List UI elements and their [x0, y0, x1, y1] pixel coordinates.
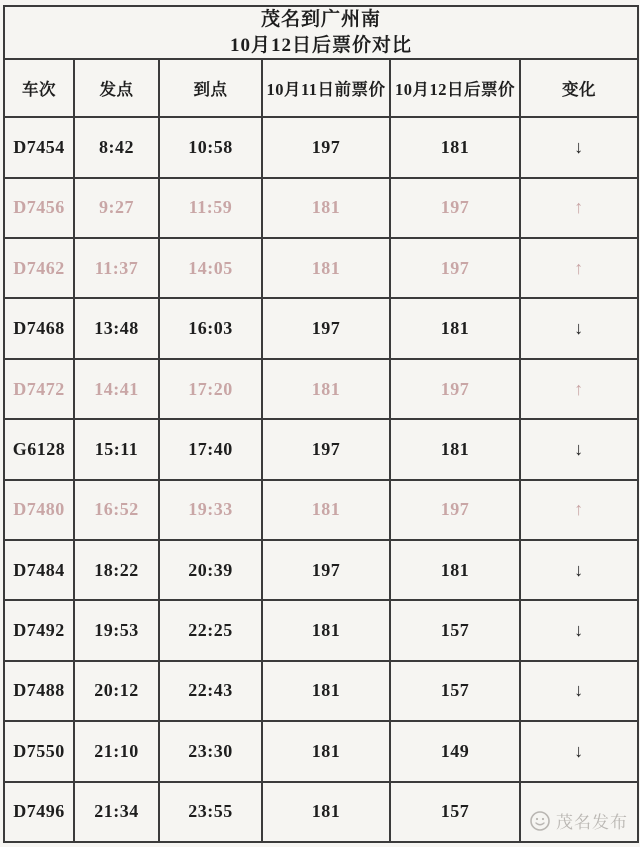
train-number-cell: D7454 [4, 117, 74, 177]
arrival-time-cell: 22:25 [159, 600, 262, 660]
train-number-cell: D7492 [4, 600, 74, 660]
title-row [4, 6, 638, 59]
change-cell: ↓ [520, 600, 638, 660]
change-cell: ↓ [520, 721, 638, 781]
train-number-cell: D7480 [4, 480, 74, 540]
header-change: 变化 [520, 59, 638, 117]
departure-time-cell: 21:10 [74, 721, 159, 781]
watermark [529, 808, 628, 833]
price-before-cell: 197 [262, 540, 390, 600]
change-cell: ↑ [520, 480, 638, 540]
departure-time-cell: 18:22 [74, 540, 159, 600]
departure-time-cell: 20:12 [74, 661, 159, 721]
train-number-cell: D7468 [4, 298, 74, 358]
change-cell: ↓ [520, 661, 638, 721]
price-after-cell: 157 [390, 600, 520, 660]
header-price-after: 10月12日后票价 [390, 59, 520, 117]
watermark-smiley-logo-icon [529, 810, 551, 832]
price-after-cell: 197 [390, 359, 520, 419]
arrival-time-cell: 23:55 [159, 782, 262, 842]
change-cell: ↑ [520, 359, 638, 419]
change-cell: ↓ [520, 117, 638, 177]
arrival-time-cell: 19:33 [159, 480, 262, 540]
header-departure-time: 发点 [74, 59, 159, 117]
table-row [4, 117, 638, 177]
table-row [4, 540, 638, 600]
price-after-cell: 149 [390, 721, 520, 781]
header-arrival-time: 到点 [159, 59, 262, 117]
arrival-time-cell: 22:43 [159, 661, 262, 721]
train-number-cell: D7456 [4, 178, 74, 238]
train-number-cell: D7462 [4, 238, 74, 298]
departure-time-cell: 8:42 [74, 117, 159, 177]
price-before-cell: 197 [262, 419, 390, 479]
departure-time-cell: 14:41 [74, 359, 159, 419]
title-line-1: 茂名到广州南 [261, 9, 382, 30]
header-price-before: 10月11日前票价 [262, 59, 390, 117]
price-before-cell: 197 [262, 117, 390, 177]
price-before-cell: 181 [262, 178, 390, 238]
change-cell: ↓ [520, 298, 638, 358]
price-before-cell: 181 [262, 480, 390, 540]
arrival-time-cell: 11:59 [159, 178, 262, 238]
table-row [4, 298, 638, 358]
price-after-cell: 197 [390, 178, 520, 238]
train-number-cell: D7472 [4, 359, 74, 419]
price-before-cell: 181 [262, 600, 390, 660]
table-row [4, 359, 638, 419]
price-before-cell: 181 [262, 721, 390, 781]
watermark-text: 茂名发布 [556, 813, 628, 832]
train-number-cell: D7550 [4, 721, 74, 781]
fare-table-body [4, 117, 638, 842]
price-after-cell: 181 [390, 540, 520, 600]
price-before-cell: 181 [262, 782, 390, 842]
train-number-cell: D7488 [4, 661, 74, 721]
fare-comparison-table [3, 5, 639, 843]
departure-time-cell: 11:37 [74, 238, 159, 298]
departure-time-cell: 16:52 [74, 480, 159, 540]
title-line-2: 10月12日后票价对比 [230, 34, 413, 56]
departure-time-cell: 9:27 [74, 178, 159, 238]
table-row [4, 600, 638, 660]
departure-time-cell: 21:34 [74, 782, 159, 842]
table-row [4, 721, 638, 781]
arrival-time-cell: 16:03 [159, 298, 262, 358]
price-after-cell: 181 [390, 298, 520, 358]
arrival-time-cell: 23:30 [159, 721, 262, 781]
table-row [4, 661, 638, 721]
arrival-time-cell: 10:58 [159, 117, 262, 177]
price-after-cell: 181 [390, 117, 520, 177]
arrival-time-cell: 20:39 [159, 540, 262, 600]
table-row [4, 480, 638, 540]
change-cell: ↓ [520, 419, 638, 479]
price-after-cell: 181 [390, 419, 520, 479]
header-train-number: 车次 [4, 59, 74, 117]
train-number-cell: D7484 [4, 540, 74, 600]
change-cell: ↑ [520, 178, 638, 238]
train-number-cell: G6128 [4, 419, 74, 479]
price-after-cell: 197 [390, 480, 520, 540]
departure-time-cell: 15:11 [74, 419, 159, 479]
table-row [4, 419, 638, 479]
change-cell: ↑ [520, 238, 638, 298]
table-title [4, 6, 638, 59]
arrival-time-cell: 17:20 [159, 359, 262, 419]
arrival-time-cell: 17:40 [159, 419, 262, 479]
table-row [4, 178, 638, 238]
price-before-cell: 197 [262, 298, 390, 358]
price-after-cell: 157 [390, 782, 520, 842]
departure-time-cell: 19:53 [74, 600, 159, 660]
arrival-time-cell: 14:05 [159, 238, 262, 298]
change-cell: ↓ [520, 540, 638, 600]
price-before-cell: 181 [262, 238, 390, 298]
price-after-cell: 197 [390, 238, 520, 298]
departure-time-cell: 13:48 [74, 298, 159, 358]
price-after-cell: 157 [390, 661, 520, 721]
header-row [4, 59, 638, 117]
price-before-cell: 181 [262, 661, 390, 721]
table-row [4, 238, 638, 298]
price-before-cell: 181 [262, 359, 390, 419]
train-number-cell: D7496 [4, 782, 74, 842]
